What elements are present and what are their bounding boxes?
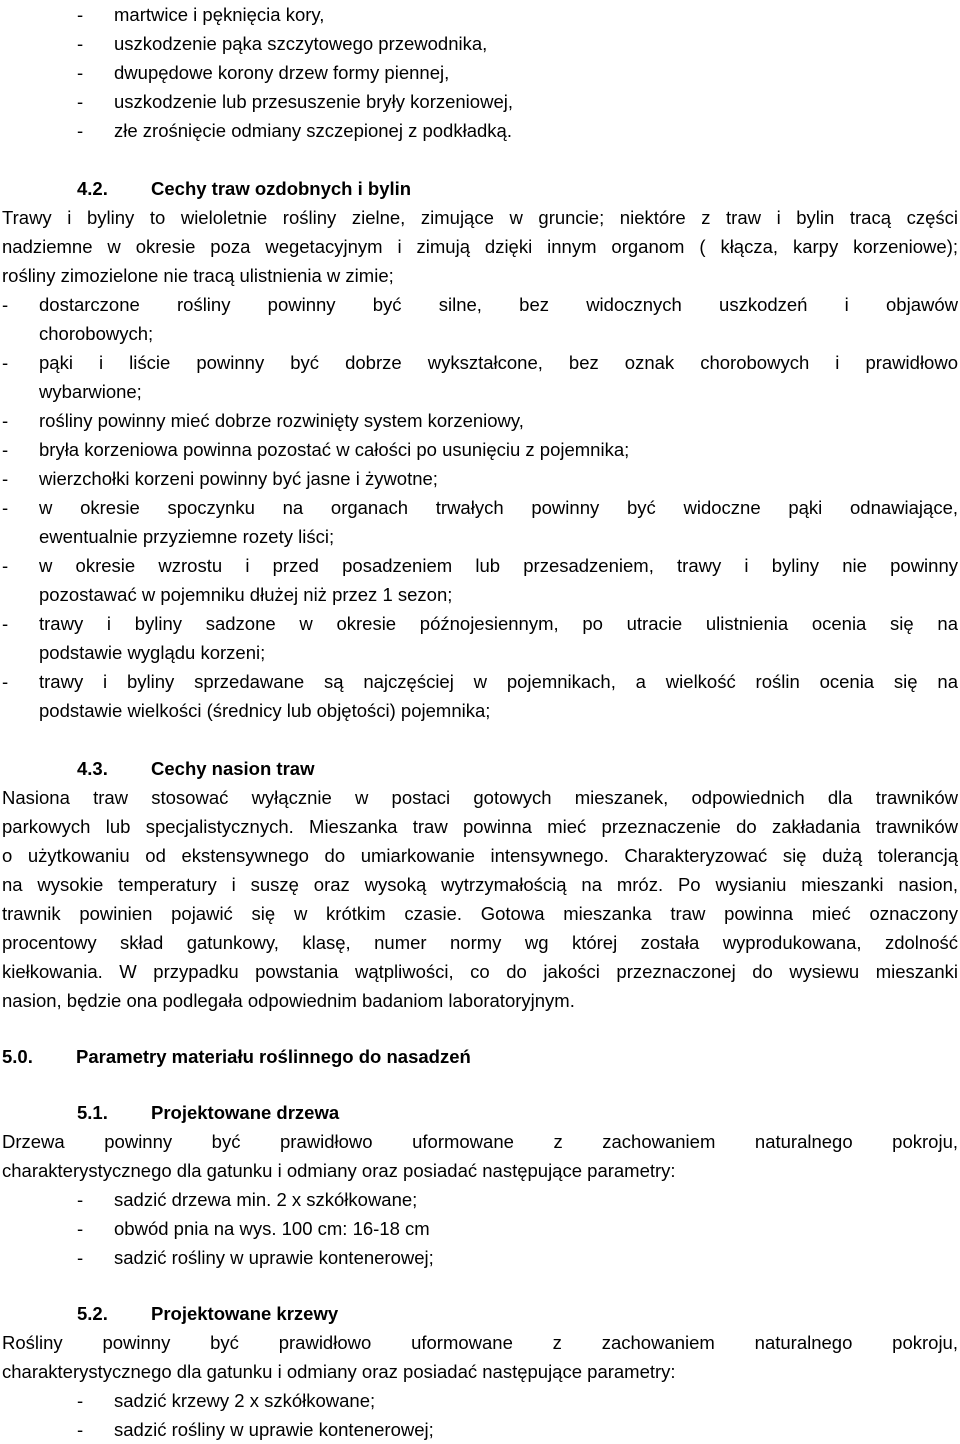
bullet-dash: -	[77, 4, 84, 25]
section-5-1-paragraph: Drzewa powinny być prawidłowo uformowane z zachowaniem naturalnego pokroju, charakterystycznego dla gatunku i odmiany oraz posiadać następujące parametry:	[2, 1131, 958, 1181]
section-4-3-paragraph: Nasiona traw stosować wyłącznie w postaci gotowych mieszanek, odpowiednich dla trawników parkowych lub specjalistycznych. Mieszanka traw powinna mieć przeznaczenie do zakładania trawników o użytkowaniu od ekstensywnego do umiarkowanie intensywnego. Charakteryzować się dużą tolerancją na wysokie temperatury i suszę oraz wysoką wytrzymałością na mróz. Po wysianiu mieszanki nasion, trawnik powinien pojawić się w krótkim czasie. Gotowa mieszanka traw powinna mieć oznaczony procentowy skład gatunkowy, klasę, numer normy wg której została wyprodukowana, zdolność kiełkowania. W przypadku powstania wątpliwości, co do jakości przeznaczonej do wysiewu mieszanki nasion, będzie ona podlegała odpowiednim badaniom laboratoryjnym.	[2, 787, 958, 1011]
section-5-2-paragraph: Rośliny powinny być prawidłowo uformowane z zachowaniem naturalnego pokroju, charakterystycznego dla gatunku i odmiany oraz posiadać następujące parametry:	[2, 1332, 958, 1382]
list-item: - sadzić rośliny w uprawie kontenerowej;	[77, 1419, 434, 1440]
section-4-2-intro: Trawy i byliny to wieloletnie rośliny zielne, zimujące w gruncie; niektóre z traw i bylin tracą części nadziemne w okresie poza wegetacyjnym i zimują dzięki innym organom ( kłącza, karpy korzeniowe); rośliny zimozielone nie tracą ulistnienia w zimie;	[2, 207, 958, 286]
list-item: - w okresie spoczynku na organach trwałych powinny być widoczne pąki odnawiające, ewentualnie przyziemne rozety liści;	[2, 497, 958, 547]
list-item: - trawy i byliny sprzedawane są najczęściej w pojemnikach, a wielkość roślin ocenia się na podstawie wielkości (średnicy lub objętości) pojemnika;	[2, 671, 958, 721]
list-item: - złe zrośnięcie odmiany szczepionej z podkładką.	[2, 116, 958, 145]
section-heading-5-0: 5.0. Parametry materiału roślinnego do nasadzeń	[2, 1046, 471, 1067]
list-item: - pąki i liście powinny być dobrze wykształcone, bez oznak chorobowych i prawidłowo wybarwione;	[2, 352, 958, 402]
bullet-dash: -	[77, 33, 84, 54]
section-5-2-list	[2, 1386, 958, 1444]
section-heading-5-1: 5.1. Projektowane drzewa	[77, 1102, 340, 1123]
list-item: - obwód pnia na wys. 100 cm: 16-18 cm	[77, 1218, 430, 1239]
list-item: - sadzić krzewy 2 x szkółkowane;	[77, 1390, 376, 1411]
section-heading-4-3: 4.3. Cechy nasion traw	[77, 758, 315, 779]
list-item: - uszkodzenie lub przesuszenie bryły korzeniowej,	[2, 87, 958, 116]
list-item: - dwupędowe korony drzew formy piennej,	[2, 58, 958, 87]
list-item: - trawy i byliny sadzone w okresie późnojesiennym, po utracie ulistnienia ocenia się na podstawie wyglądu korzeni;	[2, 613, 958, 663]
list-item: - dostarczone rośliny powinny być silne, bez widocznych uszkodzeń i objawów chorobowych;	[2, 294, 958, 344]
list-item: - w okresie wzrostu i przed posadzeniem lub przesadzeniem, trawy i byliny nie powinny pozostawać w pojemniku dłużej niż przez 1 sezon;	[2, 555, 958, 605]
list-item: - martwice i pęknięcia kory,	[2, 0, 958, 29]
list-item: - sadzić rośliny w uprawie kontenerowej;	[77, 1247, 434, 1268]
list-item: - bryła korzeniowa powinna pozostać w całości po usunięciu z pojemnika;	[2, 439, 630, 460]
list-item: - wierzchołki korzeni powinny być jasne i żywotne;	[2, 468, 438, 489]
bullet-dash: -	[77, 91, 84, 112]
bullet-dash: -	[77, 62, 84, 83]
list-item: - sadzić drzewa min. 2 x szkółkowane;	[77, 1189, 418, 1210]
section-heading-5-2: 5.2. Projektowane krzewy	[77, 1303, 339, 1324]
top-bullet-list	[2, 0, 958, 145]
section-4-2-list	[2, 290, 958, 725]
section-heading-4-2: 4.2. Cechy traw ozdobnych i bylin	[77, 178, 412, 199]
bullet-dash: -	[77, 120, 84, 141]
section-5-1-list	[2, 1185, 958, 1272]
list-item: - rośliny powinny mieć dobrze rozwinięty system korzeniowy,	[2, 410, 524, 431]
list-item: - uszkodzenie pąka szczytowego przewodnika,	[2, 29, 958, 58]
